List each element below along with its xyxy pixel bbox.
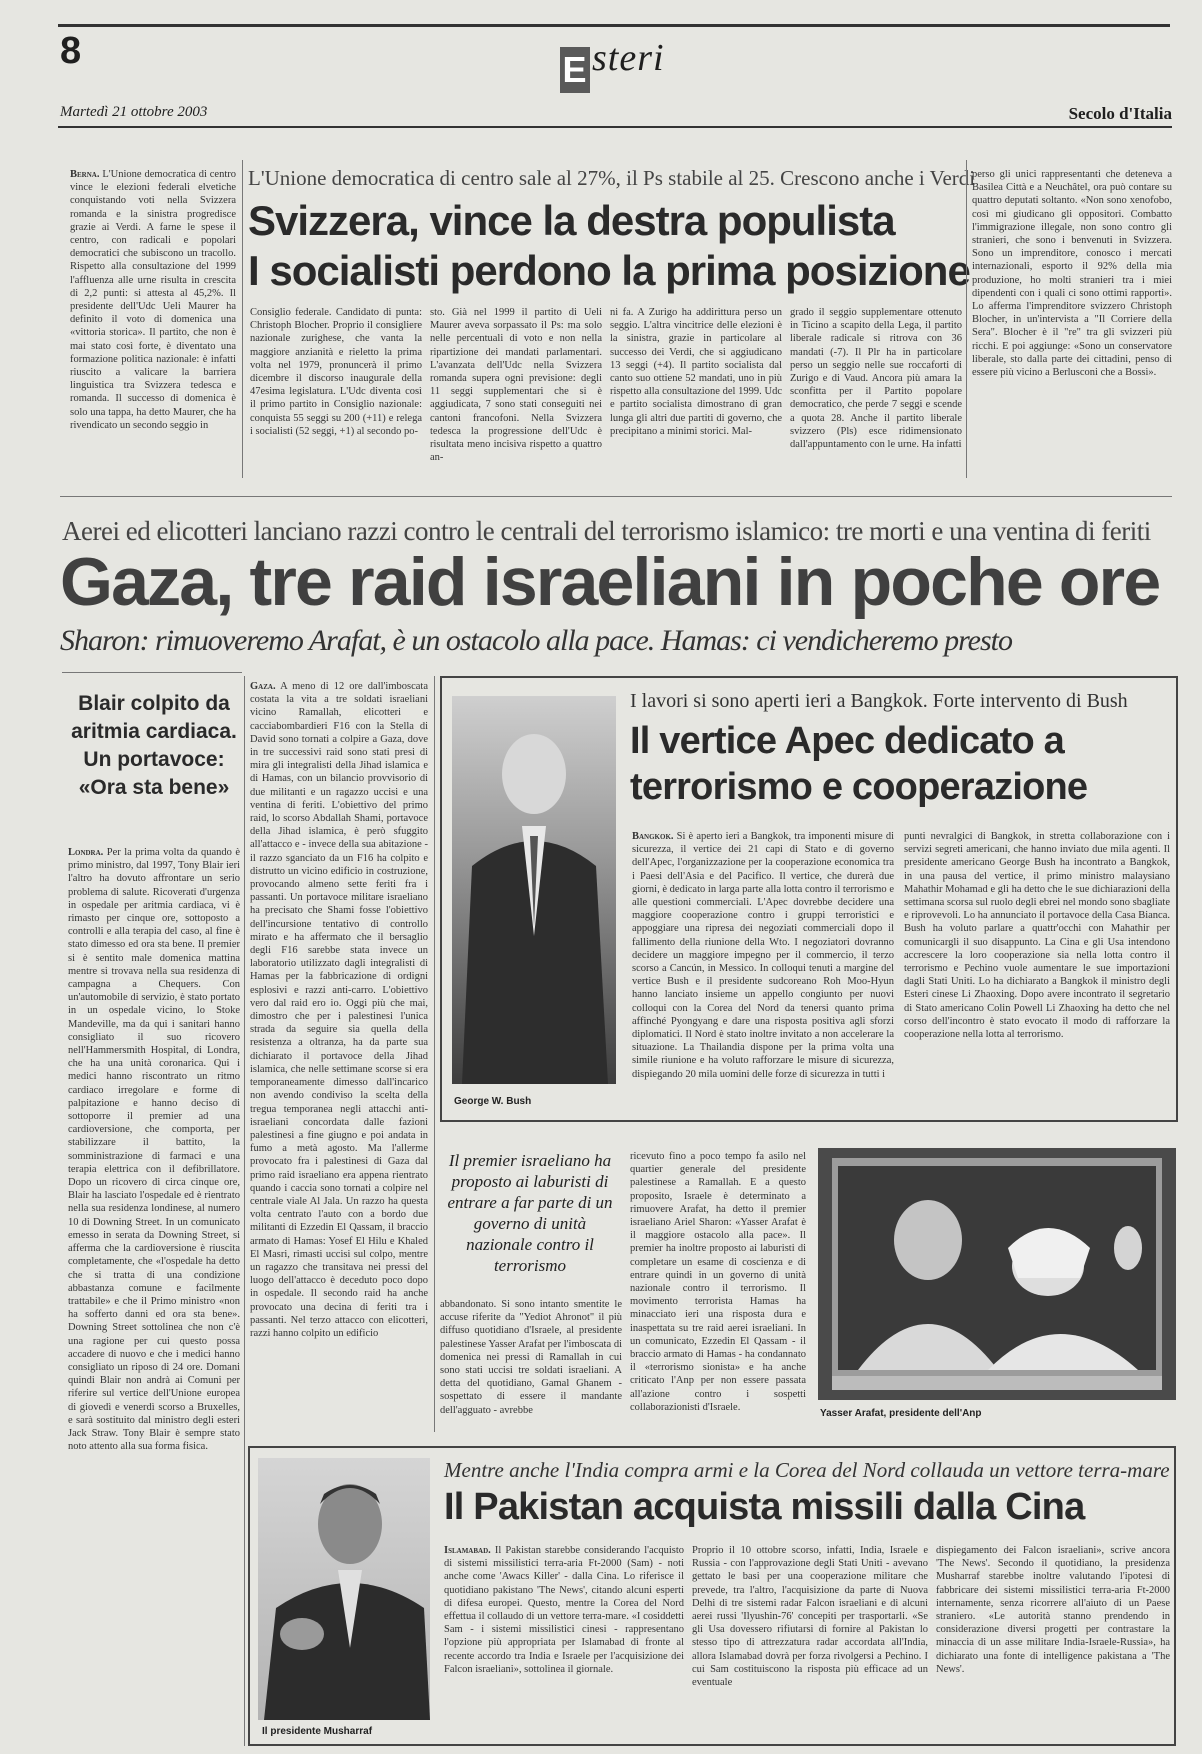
- swiss-column-5: [790, 306, 962, 478]
- section-rest: steri: [592, 37, 665, 79]
- apec-col1-text: Si è aperto ieri a Bangkok, tra imponenti misure di sicurezza, il vertice dei 21 capi di Stato e di governo dell'Apec, l'organizzazione per la cooperazione economica tra i Paesi dell'Asia e del Pacifico. Il vertice, che durerà due giorni, è dedicato in larga parte alla lotta contro il terrorismo e alle questioni commerciali. L'Apec dovrebbe decidere una maggiore cooperazione contro i gruppi terroristici e appoggiare una ripresa dei negoziati commerciali dopo il fallimento della riunione della Wto. I negoziatori dovranno decidere un maggiore impegno per il commercio, il terzo scorso a Cancún, in Messico. In colloqui tenuti a margine del vertice Bush e il presidente sudcoreano Roh Moo-Hyun hanno lanciato insieme un appello congiunto per nuovi colloqui con la Corea del Nord da tenersi quanto prima affinché Pyongyang e dare una risposta positiva agli sforzi diplomatici. Il Nord è stato inoltre invitato a non accelerare la situazione. La Thailandia dispone per la prima volta una simile riunione e ha voluto rafforzare le misure di sicurezza, dispiegando 20 mila uomini delle forze di sicurezza in tutti i: [632, 831, 894, 1080]
- gaza-column-3: [630, 1150, 806, 1422]
- section-title: [560, 36, 665, 93]
- swiss-col6-text: perso gli unici rappresentanti che deteneva a Basilea Città e a Neuchâtel, ora può contare su quattro deputati soltanto. «Non sono xenofobo, così mi giudicano gli oppositori. Combatto l'immigrazione illegale, non sono contro gli stranieri, che sono i benvenuti in Svizzera. Sono un imprenditore, conosco i mercati internazionali, esporto il 92% della mia produzione, ho molti stranieri tra i miei dipendenti con i quali ci sono ottimi rapporti». Lo afferma l'imprenditore svizzero Christoph Blocher, in un'intervista a "Il Corriere della Sera". Blocher è il "re" tra gli svizzeri più ricchi. E poi aggiunge: «Sono un conservatore liberale, sto dalla parte dei cittadini, penso di essere più vicino a Berlusconi che a Bossi».: [972, 169, 1172, 379]
- gaza-col2-text: abbandonato. Si sono intanto smentite le accuse riferite da "Yediot Ahronot" il più diffuso quotidiano d'Israele, al presidente palestinese Yasser Arafat per l'imboscata di domenica nei pressi di Ramallah in cui sono stati uccisi tre soldati israeliani. A detta del quotidiano, Gamal Ghanem - sospettato di essere il mandante dell'agguato - avrebbe: [440, 1299, 622, 1416]
- swiss-col5-text: grado il seggio supplementare ottenuto in Ticino a scapito della Lega, il partito liberale radicale si ritrova con 36 mandati (-7). Il Plr ha in particolare perso un seggio nelle sue roccaforti di Zurigo e di Vaud. Ancora più amara la sconfitta per il Partito popolare democratico, che perde 7 seggi e scende a quota 28. Anche il partito liberale svizzero (Pls) esce ridimensionato dall'appuntamento con le urne. Ha infatti: [790, 307, 962, 451]
- swiss-col2-text: Consiglio federale. Candidato di punta: Christoph Blocher. Proprio il consigliere nazionale zurighese, che vanta la maggiore anzianità e rieletto la prima volta nel 1979, pronuncerà il primo dicembre il discorso inaugurale della 47esima legislatura. L'Udc diventa così il primo partito in Consiglio nazionale: conquista 55 seggi su 200 (+11) e relega i socialisti (52 seggi, +1) al secondo po-: [250, 307, 422, 437]
- swiss-headline-line-2: I socialisti perdono la prima posizione: [248, 247, 970, 294]
- section-initial: E: [560, 47, 590, 93]
- blair-text: [68, 846, 240, 1736]
- page-number: 8: [60, 30, 82, 72]
- pakistan-col2-text: Proprio il 10 ottobre scorso, infatti, India, Israele e Russia - con l'approvazione degli Stati Uniti - avevano gettato le basi per una cooperazione militare che prevede, tra l'altro, l'acquisizione da parte di Nuova Delhi di tre sistemi radar Falcon israeliani e di alcuni aerei russi 'Ilyushin-76' concepiti per trasportarli. «Se gli Usa dovessero rifiutarsi di fornire al Pakistan lo stesso tipo di attrezzatura radar accordata all'India, allora Islamabad dovrà per forza rivolgersi a Pechino. I cui Sam costituiscono la risposta più efficace ad un eventuale: [692, 1545, 928, 1689]
- pakistan-column-2: [692, 1544, 928, 1738]
- column-divider: [244, 676, 245, 1746]
- arafat-window-icon: [818, 1148, 1176, 1400]
- swiss-column-6: [972, 168, 1172, 478]
- musharraf-portrait-icon: [258, 1458, 430, 1720]
- arafat-photo: [818, 1148, 1176, 1400]
- pakistan-column-1: [444, 1544, 684, 1738]
- swiss-column-2: [250, 306, 422, 478]
- gaza-kicker: Aerei ed elicotteri lanciano razzi contro le centrali del terrorismo islamico: tre morti e una ventina di feriti: [62, 516, 1151, 546]
- apec-column-1: [632, 830, 894, 1114]
- header-rule: [58, 126, 1172, 128]
- bush-photo: [452, 696, 616, 1084]
- blair-headline: Blair colpito da aritmia cardiaca. Un portavoce: «Ora sta bene»: [71, 692, 237, 799]
- apec-kicker: I lavori si sono aperti ieri a Bangkok. Forte intervento di Bush: [630, 690, 1128, 712]
- gaza-column-2: [440, 1298, 622, 1422]
- column-divider: [434, 676, 435, 1432]
- blair-text-body: Per la prima volta da quando è primo ministro, dal 1997, Tony Blair ieri l'altro ha dovuto affrontare un serio problema di salute. Ricoverati d'urgenza in ospedale per aritmia cardiaca, vi è rimasto per cinque ore, sottoposto a controlli e alla terapia del caso, al fine è stato dimesso ed ora sta bene. Il premier si è sentito male domenica mattina mentre si trovava nella sua residenza di campagna a Chequers. Con un'automobile di servizio, è stato portato in un ospedale vicino, lo Stoke Mandeville, ma da qui i sanitari hanno consigliato il suo ricovero nell'Hammersmith Hospital, di Londra, che ha una unità coronarica. Qui i medici hanno riscontrato un ritmo cardiaco irregolare e forme di palpitazione e hanno deciso di sottoporre il premier ad una cardioversione, che comporta, per stabilizzare il battito, la somministrazione di farmaci e una terapia elettrica con il defibrillatore. Dopo un ricovero di circa cinque ore, Blair ha lasciato l'ospedale ed è rientrato nella sua residenza londinese, al numero 10 di Downing Street. In un comunicato emesso in serata da Downing Street, si afferma che la cardioversione è riuscita completamente, che «l'ospedale ha detto che si tratta di una condizione abbastanza comune e facilmente trattabile» e che il Primo ministro «non ha sofferto danni ed ora sta bene». Downing Street sottolinea che non c'è una ragione per cui questo possa accadere di nuovo e che i medici hanno consigliato un riposo di 24 ore. Domani quindi Blair non andrà ai Comuni per riferire sul vertice dell'Unione europea di giovedì e venerdì scorso a Bruxelles, e sarà sostituito dal ministro degli esteri Jack Straw. Tony Blair è sempre stato noto attento alla sua forma fisica.: [68, 847, 240, 1453]
- gaza-col1-text: A meno di 12 ore dall'imboscata costata la vita a tre soldati israeliani vicino Ramallah, elicotteri e cacciabombardieri F16 con la Stella di David sono tornati a colpire a Gaza, dove in tre successivi raid sono stati presi di mira gli integralisti della Jihad islamica e di Hamas, con un bilancio provvisorio di due militanti e un ragazzo uccisi e una ventina di feriti. L'obiettivo del primo raid, lo scorso Abdallah Shami, portavoce della Jihad islamica, è però sfuggito all'attacco e - invece della sua abitazione - il razzo sganciato da un F16 ha colpito e distrutto un vicino edificio in costruzione, provocando almeno sette feriti fra i passanti. Un portavoce militare israeliano ha precisato che Shami fosse l'obiettivo dell'incursione tentativo di controllo mirato e ha affermato che il bersaglio degli F16 sarebbe stata invece un laboratorio utilizzato dagli integralisti di Hamas per la fabbricazione di ordigni esplosivi e razzi anti-carro. L'obiettivo vero dal raid ero io. Oggi più che mai, dimostro che per i palestinesi l'unica strada da seguire sia quella della resistenza a oltranza, ha da parte sua dichiarato il portavoce della Jihad islamica, che nelle settimane scorse si era temporaneamente dimesso dall'incarico non avendo condiviso la scelta della tregua temporanea negli attacchi anti-israeliani concordata dalle fazioni palestinesi a fine giugno e poi andata in fumo a metà agosto. Ma l'allerme provocato fra i palestinesi di Gaza dal primo raid israeliano era appena rientrato quando i caccia sono tornati a colpire nel centrale viale Al Jala. Un razzo ha questa volta centrato l'auto con a bordo due militanti di Ezzedin El Qassam, il braccio armato di Hamas: Yosef El Hilu e Khaled El Masri, rimasti uccisi sul colpo, mentre un ragazzo che transitava nei pressi del luogo dell'attacco è deceduto poco dopo in ospedale. Il secondo raid ha anche provocato una decina di feriti tra i passanti. Nel terzo attacco con elicotteri, razzi hanno colpito un edificio: [250, 681, 428, 1339]
- swiss-col1-text: L'Unione democratica di centro vince le elezioni federali elvetiche conquistando voti nella Svizzera romanda e la sinistra progredisce grazie ai Verdi. A farne le spese il centro, con radicali e popolari democratici che subiscono un tracollo. Rispetto alla consultazione del 1999 l'affluenza alle urne risulta in crescita di 2,2 punti: si attesta al 45,2%. Il presidente dell'Udc Ueli Maurer ha definito il voto di domenica una «vittoria storica». Il partito, che non è mai stato così forte, è diventato una formazione politica nazionale: è infatti riuscito a valicare la barriera linguistica tra Svizzera tedesca e romanda. Il successo di domenica è solo una tappa, ha detto Maurer, che ha rivendicato un secondo seggio in: [70, 169, 236, 431]
- bush-portrait-icon: [452, 696, 616, 1084]
- arafat-caption: Yasser Arafat, presidente dell'Anp: [820, 1408, 982, 1419]
- pakistan-lead-place: Islamabad.: [444, 1545, 491, 1556]
- swiss-headline: [248, 196, 1008, 296]
- swiss-column-3: [430, 306, 602, 478]
- swiss-column-4: [610, 306, 782, 478]
- swiss-lead-place: Berna.: [70, 169, 100, 180]
- blair-lead-place: Londra.: [68, 847, 104, 858]
- gaza-headline: Gaza, tre raid israeliani in poche ore: [60, 544, 1160, 620]
- swiss-col4-text: ni fa. A Zurigo ha addirittura perso un seggio. L'altra vincitrice delle elezioni è la sinistra, grazie in particolare al successo dei Verdi, che si aggiudicano 13 seggi (+4). Il partito socialista dal canto suo ottiene 52 mandati, uno in più rispetto alla consultazione del 1999. Udc e partito socialista dimostrano di gran lunga gli altri due partiti di governo, che precipitano a minimi storici. Mal-: [610, 307, 782, 437]
- column-divider: [966, 160, 967, 478]
- gaza-lead-place: Gaza.: [250, 681, 276, 692]
- pakistan-col3-text: dispiegamento dei Falcon israeliani», scrive ancora 'The News'. Secondo il quotidiano, la presidenza Musharraf starebbe inoltre valutando l'ipotesi di fabbricare dei sistemi missilistici terra-aria Ft-2000 internamente, senza ricorrere all'aiuto di un Paese straniero. «Le autorità stanno prendendo in considerazione diversi progetti per contrastare la minaccia di un asse militare India-Israele-Russia», ha dichiarato una fonte di intelligence pakistana a 'The News'.: [936, 1545, 1170, 1675]
- apec-column-2: [904, 830, 1170, 1114]
- apec-headline: Il vertice Apec dedicato a terrorismo e cooperazione: [630, 720, 1088, 808]
- apec-col2-text: punti nevralgici di Bangkok, in stretta collaborazione con i servizi segreti americani, che hanno inviato due mila agenti. Il presidente americano George Bush ha incontrato a Bangkok, in una pausa del vertice, il primo ministro malaysiano Mahathir Mohamad e gli ha detto che le sue dichiarazioni della settimana scorsa sul ruolo degli ebrei nel mondo sono sbagliate e riprovevoli. Lo ha annunciato il portavoce della Casa Bianca. Bush ha voluto parlare a quattr'occhi con Mahathir per comunicargli il suo disappunto. La Cina e gli Usa intendono accrescere la loro cooperazione sia nella lotta contro il terrorismo e Pechino vuole aumentare le sue importazioni dagli Stati Uniti. Lo ha dichiarato a Bangkok il ministro degli Esteri cinese Li Zhaoxing. Dopo avere incontrato il segretario di Stato americano Colin Powell Li Zhaoxing ha detto che nel corso dell'incontro è stato evocato il modo di rafforzare la cooperazione nella lotta al terrorismo.: [904, 831, 1170, 1041]
- musharraf-photo: [258, 1458, 430, 1720]
- blair-rule: [62, 672, 242, 673]
- column-divider: [242, 160, 243, 478]
- pakistan-headline: Il Pakistan acquista missili dalla Cina: [444, 1486, 1085, 1528]
- bush-caption: George W. Bush: [454, 1096, 532, 1107]
- swiss-headline-line-1: Svizzera, vince la destra populista: [248, 197, 895, 244]
- paper-name: Secolo d'Italia: [1068, 104, 1172, 123]
- top-rule: [58, 24, 1170, 27]
- gaza-subhead: Sharon: rimuoveremo Arafat, è un ostacolo alla pace. Hamas: ci vendicheremo presto: [60, 624, 1012, 657]
- musharraf-caption: Il presidente Musharraf: [262, 1726, 373, 1737]
- gaza-col3-text: ricevuto fino a poco tempo fa asilo nel quartier generale del presidente palestinese a Ramallah. E a questo proposito, Israele è determinato a rimuovere Arafat, ha detto il premier israeliano Ariel Sharon: «Yasser Arafat è il maggiore ostacolo alla pace». Il premier ha inoltre proposto ai laburisti di completare un esame di coscienza e di entrare quindi in un governo di unità nazionale contro il terrorismo. Il movimento terrorista Hamas ha minacciato ieri una risposta dura e inaspettata su tre raid aerei israeliani. In un comunicato, Ezzedin El Qassam - il braccio armato di Hamas - ha condannato il «terrorismo sionista» e ha anche criticato l'Anp per non essere passata all'azione contro i sospetti collaborazionisti d'Israele.: [630, 1151, 806, 1413]
- pakistan-column-3: [936, 1544, 1170, 1738]
- pull-quote: Il premier israeliano ha proposto ai laburisti di entrare a far parte di un governo di unità nazionale contro il terrorismo: [447, 1151, 613, 1275]
- pakistan-col1-text: Il Pakistan starebbe considerando l'acquisto di sistemi missilistici terra-aria Ft-2000 (Sam) - noti anche come 'Awacs Killer' - dalla Cina. Lo riferisce il quotidiano pakistano 'The News', citando alcuni esperti di difesa europei. Questo, mentre la Corea del Nord effettua il collaudo di un vettore terra-mare. «I cosiddetti Sam - i sistemi missilistici cinesi - rappresentano l'opzione più appropriata per Islamabad di fronte al recente accordo tra India e Israele per l'acquisizione dei Falcon israeliani», sottolinea il giornale.: [444, 1545, 684, 1675]
- swiss-col3-text: sto. Già nel 1999 il partito di Ueli Maurer aveva sorpassato il Ps: ma solo nelle percentuali di voto e non nella ripartizione dei mandati parlamentari. L'avanzata dell'Udc nella Svizzera romanda supera ogni previsione: degli 11 seggi supplementari che si è aggiudicata, 7 sono stati conseguiti nei cantoni francofoni. Nella Svizzera tedesca la progressione dell'Udc è risultata meno incisiva rispetto a quattro an-: [430, 307, 602, 464]
- pakistan-kicker: Mentre anche l'India compra armi e la Corea del Nord collauda un vettore terra-mare: [444, 1458, 1170, 1482]
- section-rule: [60, 496, 1172, 497]
- swiss-kicker: L'Unione democratica di centro sale al 27%, il Ps stabile al 25. Crescono anche i Verdi: [248, 166, 976, 190]
- apec-lead-place: Bangkok.: [632, 831, 674, 842]
- gaza-column-1: [250, 680, 428, 1420]
- dateline: Martedì 21 ottobre 2003: [60, 104, 208, 120]
- swiss-column-1: [70, 168, 236, 478]
